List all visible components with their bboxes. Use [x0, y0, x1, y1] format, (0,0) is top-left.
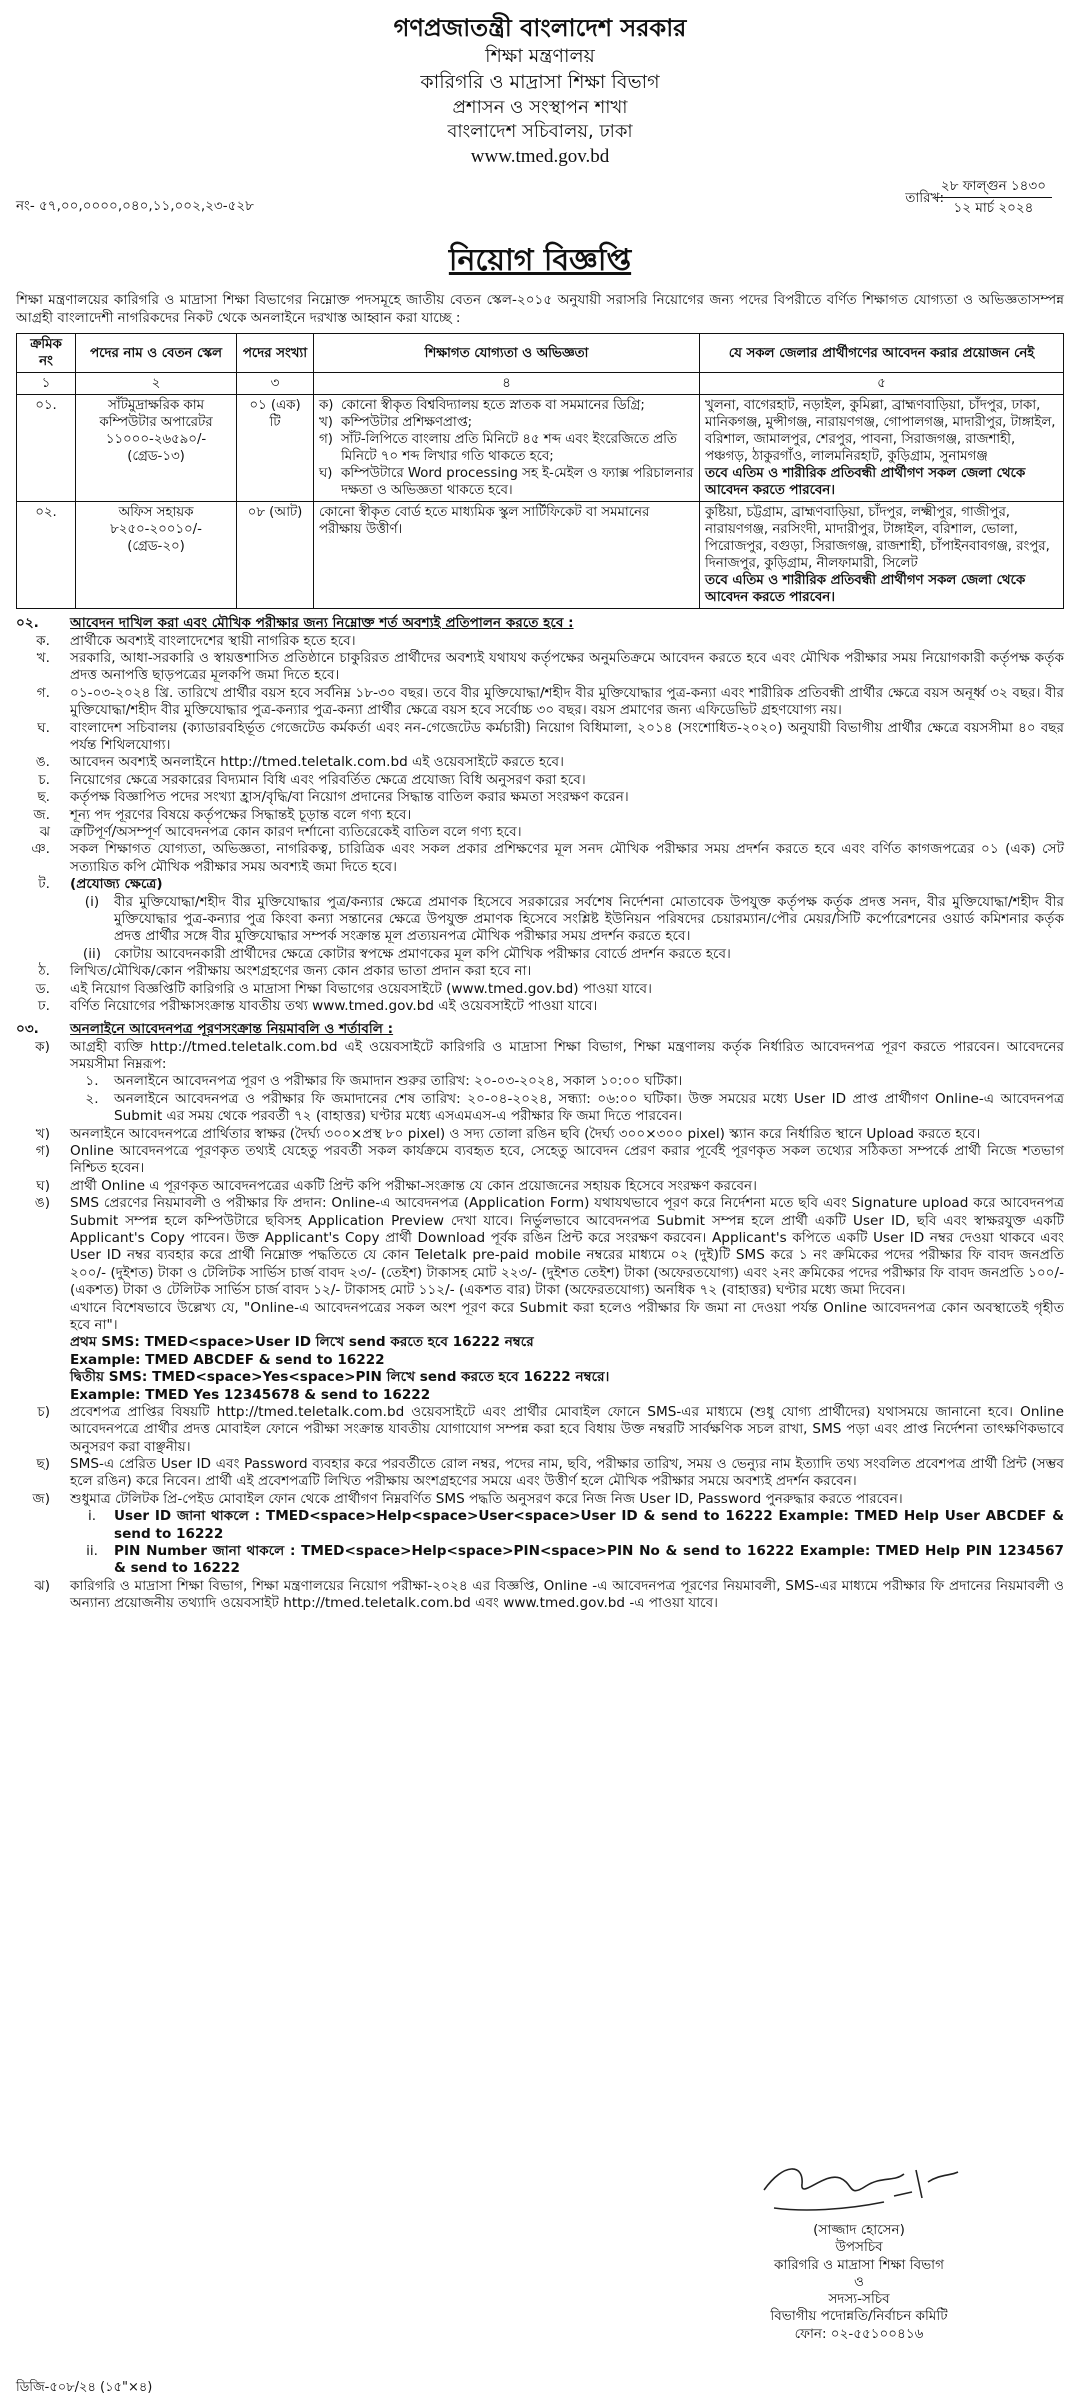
condition-item: গ. ০১-০৩-২০২৪ খ্রি. তারিখে প্রার্থীর বয়স হবে সর্বনিম্ন ১৮-৩০ বছর। তবে বীর মুক্তিযোদ্ধা/শহীদ বীর মুক্তিযোদ্ধার পুত্র-কন্যা এবং শারীরিক প্রতিবন্ধী প্রার্থীর ক্ষেত্রে বয়স অনূর্ধ্ব ৩২ বছর। বীর মুক্তিযোদ্ধা/শহীদ বীর মুক্তিযোদ্ধার পুত্র-কন্যার পুত্র-কন্যা প্রার্থীর ক্ষেত্রে বয়স হবে সর্বোচ্চ ৩০ বছর। বয়স প্রমাণের জন্য এফিডেভিট গ্রহণযোগ্য নয়। — [36, 684, 1064, 719]
district-list: কুষ্টিয়া, চট্টগ্রাম, ব্রাহ্মণবাড়িয়া, চাঁদপুর, লক্ষ্মীপুর, গাজীপুর, নারায়ণগঞ্জ, নরসিংদী, মাদারীপুর, টাঙ্গাইল, বরিশাল, ভোলা, পিরোজপুর, বগুড়া, সিরাজগঞ্জ, রাজশাহী, চাঁপাইনবাবগঞ্জ, রংপুর, দিনাজপুর, কুড়িগ্রাম, নীলফামারী, সিলেট — [705, 505, 1050, 572]
schedule-item: ২. অনলাইনে আবেদনপত্র ও পরীক্ষার ফি জমাদানের শেষ তারিখ: ২০-০৪-২০২৪, সন্ধ্যা: ০৬:০০ ঘটিকা। উক্ত সময়ের মধ্যে User ID প্রাপ্ত প্রার্থীগণ Online-এ আবেদনপত্র Submit এর সময় থেকে পরবর্তী ৭২ (বাহাত্তর) ঘণ্টার মধ্যে এসএমএস-এ পরীক্ষার ফি জমা দিতে পারবেন। — [85, 1090, 1064, 1125]
footer-code: ডিজি-৫০৮/২৪ (১৫"×৪) — [16, 2380, 153, 2395]
row-qualification: কোনো স্বীকৃত বোর্ড হতে মাধ্যমিক স্কুল সার্টিফিকেট বা সমমানের পরীক্ষায় উত্তীর্ণ। — [314, 502, 700, 609]
condition-item: ঞ. সকল শিক্ষাগত যোগ্যতা, অভিজ্ঞতা, নাগরিকত্ব, চারিত্রিক এবং সকল প্রকার প্রশিক্ষণের মূল সনদ মৌখিক পরীক্ষার সময় প্রদর্শন করতে হবে এবং বর্ণিত কাগজপত্রের ০১ (এক) সেট সত্যায়িত কপি মৌখিক পরীক্ষার সময় অবশ্যই জমা দিতে হবে। — [31, 841, 1064, 875]
row-districts — [700, 502, 1064, 609]
signatory-designation: উপসচিব — [835, 2239, 883, 2256]
qualification-item: ঘ) কম্পিউটারে Word processing সহ ই-মেইল ও ফ্যাক্স পরিচালনার দক্ষতা ও অভিজ্ঞতা থাকতে হবে। — [319, 466, 694, 499]
memo-number: নং- ৫৭,০০,০০০০,০৪০,১১,০০২,২৩-৫২৮ — [16, 197, 254, 214]
row-serial: ০১. — [17, 395, 76, 502]
condition-item: ঙ. আবেদন অবশ্যই অনলাইনে http://tmed.teletalk.com.bd এই ওয়েবসাইটে করতে হবে। — [35, 754, 564, 771]
col-number: ৩ — [237, 373, 314, 395]
branch-name: প্রশাসন ও সংস্থাপন শাখা — [452, 96, 628, 118]
recovery-item: i. User ID জানা থাকলে : TMED<space>Help<space>User<space>User ID & send to 16222 Example: TMED Help User ABCDEF & send to 16222 — [87, 1508, 1064, 1542]
condition-item: ঝ ত্রুটিপূর্ণ/অসম্পূর্ণ আবেদনপত্র কোন কারণ দর্শানো ব্যতিরেকেই বাতিল বলে গণ্য হবে। — [39, 824, 522, 840]
rule-item: ক) আগ্রহী ব্যক্তি http://tmed.teletalk.com.bd এই ওয়েবসাইটে কারিগরি ও মাদ্রাসা শিক্ষা বিভাগ, শিক্ষা মন্ত্রণালয় কর্তৃক নির্ধারিত আবেদনপত্র পূরণ করতে পারবেন। আবেদনের সময়সীমা নিম্নরূপ: — [35, 1038, 1064, 1073]
condition-item: চ. নিয়োগের ক্ষেত্রে সরকারের বিদ্যমান বিধি এবং পরিবর্তিত ক্ষেত্রে প্রযোজ্য বিধি অনুসরণ করা হবে। — [38, 771, 586, 788]
section-heading: ০২. আবেদন দাখিল করা এবং মৌখিক পরীক্ষার জন্য নিম্নোক্ত শর্ত অবশ্যই প্রতিপালন করতে হবে : — [16, 615, 574, 632]
signatory-role: সদস্য-সচিব — [828, 2291, 890, 2308]
condition-item: ক. প্রার্থীকে অবশ্যই বাংলাদেশের স্থায়ী নাগরিক হতে হবে। — [36, 632, 356, 649]
sms-example: Example: TMED ABCDEF & send to 16222 — [70, 1351, 385, 1368]
row-count: ০৮ (আট) — [237, 502, 314, 609]
col-number: ২ — [76, 373, 237, 395]
signatory-phone: ফোন: ০২-৫৫১০০৪১৬ — [794, 2325, 924, 2342]
col-number: ৪ — [314, 373, 700, 395]
section-online-rules — [16, 1021, 1064, 1612]
row-post: অফিস সহায়ক ৮২৫০-২০০১০/- (গ্রেড-২০) — [76, 502, 237, 609]
page-title: নিয়োগ বিজ্ঞপ্তি — [448, 242, 632, 278]
condition-item: ঘ. বাংলাদেশ সচিবালয় (ক্যাডারবহির্ভূত গেজেটেড কর্মকর্তা এবং নন-গেজেটেড কর্মচারী) নিয়োগ বিধিমালা, ২০১৪ (সংশোধিত-২০২০) অনুযায়ী বিভাগীয় প্রার্থীর ক্ষেত্রে বয়সসীমা ৪০ বছর পর্যন্ত শিথিলযোগ্য। — [37, 719, 1064, 754]
qualification-item: ক) কোনো স্বীকৃত বিশ্ববিদ্যালয় হতে স্নাতক বা সমমানের ডিগ্রি; — [319, 398, 645, 414]
row-serial: ০২. — [17, 502, 76, 609]
handwritten-signature — [694, 2152, 1024, 2222]
table-row — [17, 502, 1064, 609]
reference-row — [16, 172, 1064, 238]
notice-page — [16, 12, 1064, 2395]
col-header-serial: ক্রমিক নং — [17, 334, 76, 373]
col-header-post: পদের নাম ও বেতন স্কেল — [76, 334, 237, 373]
sms-instruction: প্রথম SMS: TMED<space>User ID লিখে send করতে হবে 16222 নম্বরে — [70, 1334, 534, 1351]
date-bengali: ২৮ ফাল্গুন ১৪৩০ — [935, 178, 1052, 198]
condition-subitem: (i) বীর মুক্তিযোদ্ধা/শহীদ বীর মুক্তিযোদ্ধার পুত্র/কন্যার ক্ষেত্রে প্রমাণক হিসেবে সরকারের সর্বশেষ নির্দেশনা মোতাবেক উপযুক্ত কর্তৃপক্ষ কর্তৃক প্রদত্ত সনদ, বীর মুক্তিযোদ্ধা/শহীদ বীর মুক্তিযোদ্ধার পুত্র-কন্যার পুত্র কিংবা কন্যা সন্তানের ক্ষেত্রে উপযুক্ত প্রমাণক হিসেবে সংশ্লিষ্ট ইউনিয়ন পরিষদের চেয়ারম্যান/পৌর মেয়র/সিটি কর্পোরেশনের ওয়ার্ড কমিশনার কর্তৃক প্রদত্ত প্রার্থীর সঙ্গে বীর মুক্তিযোদ্ধার সম্পর্ক সংক্রান্ত মূল প্রত্যয়নপত্র মৌখিক পরীক্ষার সময় প্রদর্শন করতে হবে। — [84, 893, 1064, 945]
schedule-item: ১. অনলাইনে আবেদনপত্র পূরণ ও পরীক্ষার ফি জমাদান শুরুর তারিখ: ২০-০৩-২০২৪, সকাল ১০:০০ ঘটিকা। — [85, 1073, 683, 1090]
division-name: কারিগরি ও মাদ্রাসা শিক্ষা বিভাগ — [420, 71, 660, 94]
col-number: ১ — [17, 373, 76, 395]
rule-item: ঘ) প্রার্থী Online এ পূরণকৃত আবেদনপত্রের একটি প্রিন্ট কপি পরীক্ষা-সংক্রান্ত যে কোন প্রয়োজনের সহায়ক হিসেবে সংরক্ষণ করবেন। — [36, 1177, 757, 1194]
date-label: তারিখ: — [905, 189, 944, 206]
row-districts — [700, 395, 1064, 502]
recovery-item: ii. PIN Number জানা থাকলে : TMED<space>Help<space>PIN<space>PIN No & send to 16222 Example: TMED Help PIN 1234567 & send to 16222 — [86, 1543, 1064, 1577]
condition-item: খ. সরকারি, আধা-সরকারি ও স্বায়ত্তশাসিত প্রতিষ্ঠানে চাকুরিরত প্রার্থীদের অবশ্যই যথাযথ কর্তৃপক্ষের অনুমতিক্রমে আবেদন করতে হবে এবং মৌখিক পরীক্ষার সময় নিয়োগকারী কর্তৃপক্ষ কর্তৃক প্রদত্ত অনাপত্তি ছাড়পত্রের মূলকপি জমা দিতে হবে। — [36, 650, 1064, 684]
rule-item: ঙ) SMS প্রেরণের নিয়মাবলী ও পরীক্ষার ফি প্রদান: Online-এ আবেদনপত্র (Application Form) যথাযথভাবে পূরণ করে নির্দেশনা মতে ছবি এবং Signature upload করে আবেদনপত্র Submit সম্পন্ন হলে কম্পিউটারে ছবিসহ Application Preview দেখা যাবে। নির্ভুলভাবে আবেদনপত্র Submit সম্পন্ন হলে প্রার্থী একটি User ID, ছবি এবং স্বাক্ষরযুক্ত একটি Applicant's Copy পাবেন। উক্ত Applicant's Copy প্রার্থী Download পূর্বক রঙিন প্রিন্ট করে সংরক্ষণ করবেন। Applicant's কপিতে একটি User ID নম্বর দেওয়া থাকবে এবং User ID নম্বর ব্যবহার করে প্রার্থী নিম্নোক্ত পদ্ধতিতে যে কোন Teletalk pre-paid mobile নম্বরের মাধ্যমে ০২ (দুই)টি SMS করে ১ নং ক্রমিকের পদের পরীক্ষার ফি বাবদ জনপ্রতি ২০০/- (দুইশত) টাকা ও টেলিটক সার্ভিস চার্জ বাবদ ২৩/- (তেইশ) টাকাসহ মোট ২২৩/- (দুইশত তেইশ) টাকা (অফেরতযোগ্য) এবং ২নং ক্রমিকের পদের পরীক্ষার ফি বাবদ জনপ্রতি ১০০/- (একশত) টাকা ও টেলিটক সার্ভিস চার্জ বাবদ ১২/- টাকাসহ মোট ১১২/- (একশত বার) টাকা (অফেরতযোগ্য) অনধিক ৭২ (বাহাত্তর) ঘণ্টার মধ্যে জমা দিবেন। — [34, 1195, 1064, 1299]
intro-paragraph: শিক্ষা মন্ত্রণালয়ের কারিগরি ও মাদ্রাসা শিক্ষা বিভাগের নিম্নোক্ত পদসমূহে জাতীয় বেতন স্কেল-২০১৫ অনুযায়ী সরাসরি নিয়োগের জন্য পদের বিপরীতে বর্ণিত শিক্ষাগত যোগ্যতা ও অভিজ্ঞতাসম্পন্ন আগ্রহী বাংলাদেশী নাগরিকদের নিকট থেকে অনলাইনে দরখাস্ত আহ্বান করা যাচ্ছে : — [16, 292, 1064, 326]
letterhead — [16, 12, 1064, 170]
rule-item: ছ) SMS-এ প্রেরিত User ID এবং Password ব্যবহার করে পরবর্তীতে রোল নম্বর, পদের নাম, ছবি, পরীক্ষার তারিখ, সময় ও ভেন্যুর নাম ইত্যাদি তথ্য সংবলিত প্রবেশপত্র প্রার্থী প্রিন্ট (সম্ভব হলে রঙিন) করে নিবেন। প্রার্থী এই প্রবেশপত্রটি লিখিত পরীক্ষায় অংশগ্রহণের সময়ে এবং উত্তীর্ণ হলে মৌখিক পরীক্ষার সময়ে অবশ্যই প্রদর্শন করবেন। — [36, 1456, 1064, 1490]
rule-item: ঝ) কারিগরি ও মাদ্রাসা শিক্ষা বিভাগ, শিক্ষা মন্ত্রণালয়ের নিয়োগ পরীক্ষা-২০২৪ এর বিজ্ঞপ্তি, Online -এ আবেদনপত্র পূরণের নিয়মাবলী, SMS-এর মাধ্যমে পরীক্ষার ফি প্রদানের নিয়মাবলী ও অন্যান্য প্রয়োজনীয় তথ্যাদি ওয়েবসাইট http://tmed.teletalk.com.bd এবং www.tmed.gov.bd -এ পাওয়া যাবে। — [34, 1577, 1064, 1612]
rule-item: জ) শুধুমাত্র টেলিটক প্রি-পেইড মোবাইল ফোন থেকে প্রার্থীগণ নিম্নবর্ণিত SMS পদ্ধতি অনুসরণ করে নিজ নিজ User ID, Password পুনরুদ্ধার করতে পারবেন। — [32, 1490, 903, 1507]
district-note: তবে এতিম ও শারীরিক প্রতিবন্ধী প্রার্থীগণ সকল জেলা থেকে আবেদন করতে পারবেন। — [705, 466, 1026, 499]
col-header-qualification: শিক্ষাগত যোগ্যতা ও অভিজ্ঞতা — [314, 334, 700, 373]
signatory-division: কারিগরি ও মাদ্রাসা শিক্ষা বিভাগ — [774, 2256, 944, 2273]
condition-item: জ. শূন্য পদ পূরণের বিষয়ে কর্তৃপক্ষের সিদ্ধান্তই চূড়ান্ত বলে গণ্য হবে। — [33, 806, 412, 823]
rule-item: চ) প্রবেশপত্র প্রাপ্তির বিষয়টি http://tmed.teletalk.com.bd ওয়েবসাইটে এবং প্রার্থীর মোবাইল ফোনে SMS-এর মাধ্যমে (শুধু যোগ্য প্রার্থীদের) যথাসময়ে জানানো হবে। Online আবেদনপত্রে প্রার্থীর প্রদত্ত মোবাইল ফোনে পরীক্ষা সংক্রান্ত যাবতীয় যোগাযোগ সম্পন্ন করা হবে বিধায় উক্ত নম্বরটি সার্বক্ষণিক সচল রাখা, SMS পড়া এবং প্রাপ্ত নির্দেশনা তাৎক্ষণিকভাবে অনুসরণ করা বাঞ্ছনীয়। — [37, 1403, 1064, 1455]
section-heading: ০৩. অনলাইনে আবেদনপত্র পূরণসংক্রান্ত নিয়মাবলি ও শর্তাবলি : — [16, 1021, 394, 1038]
row-post: সাঁটমুদ্রাক্ষরিক কাম কম্পিউটার অপারেটর ১১০০০-২৬৫৯০/- (গ্রেড-১৩) — [76, 395, 237, 502]
sms-instruction: দ্বিতীয় SMS: TMED<space>Yes<space>PIN লিখে send করতে হবে 16222 নম্বরে। — [70, 1369, 610, 1386]
condition-item: ঠ. লিখিত/মৌখিক/কোন পরীক্ষায় অংশগ্রহণের জন্য কোন প্রকার ভাতা প্রদান করা হবে না। — [38, 963, 532, 980]
row-qualification — [314, 395, 700, 502]
row-count: ০১ (এক) টি — [237, 395, 314, 502]
condition-item: ছ. কর্তৃপক্ষ বিজ্ঞাপিত পদের সংখ্যা হ্রাস/বৃদ্ধি/বা নিয়োগ প্রদানের সিদ্ধান্ত বাতিল করার ক্ষমতা সংরক্ষণ করেন। — [37, 789, 629, 806]
govt-name: গণপ্রজাতন্ত্রী বাংলাদেশ সরকার — [393, 14, 687, 42]
website: www.tmed.gov.bd — [470, 146, 610, 168]
qualification-item: গ) সাঁট-লিপিতে বাংলায় প্রতি মিনিটে ৪৫ শব্দ এবং ইংরেজিতে প্রতি মিনিটে ৭০ শব্দ লিখার গতি থাকতে হবে; — [319, 432, 677, 465]
address: বাংলাদেশ সচিবালয়, ঢাকা — [447, 120, 633, 142]
signature-block — [694, 2152, 1024, 2343]
col-number: ৫ — [700, 373, 1064, 395]
rule-item: গ) Online আবেদনপত্রে পূরণকৃত তথ্যই যেহেতু পরবর্তী সকল কার্যক্রমে ব্যবহৃত হবে, সেহেতু আবেদন প্রেরণ করার পূর্বেই পূরণকৃত সকল তথ্যের সঠিকতা সম্পর্কে প্রার্থী নিজে শতভাগ নিশ্চিত হবেন। — [35, 1143, 1064, 1177]
district-list: খুলনা, বাগেরহাট, নড়াইল, কুমিল্লা, ব্রাহ্মণবাড়িয়া, চাঁদপুর, ঢাকা, মানিকগঞ্জ, মুন্সীগঞ্জ, নারায়ণগঞ্জ, গোপালগঞ্জ, মাদারীপুর, টাঙ্গাইল, বরিশাল, জামালপুর, শেরপুর, পাবনা, সিরাজগঞ্জ, রাজশাহী, পঞ্চগড়, ঠাকুরগাঁও, লালমনিরহাট, কুড়িগ্রাম, সুনামগঞ্জ — [705, 398, 1056, 465]
date-english: ১২ মার্চ ২০২৪ — [953, 200, 1034, 217]
signatory-conjunction: ও — [854, 2273, 864, 2290]
condition-item: ট. (প্রযোজ্য ক্ষেত্রে) — [38, 876, 163, 893]
table-row — [17, 395, 1064, 502]
sms-example: Example: TMED Yes 12345678 & send to 16222 — [70, 1386, 431, 1403]
condition-item: ঢ. বর্ণিত নিয়োগের পরীক্ষাসংক্রান্ত যাবতীয় তথ্য www.tmed.gov.bd এই ওয়েবসাইটে পাওয়া যাবে। — [37, 997, 598, 1014]
table-header-row — [17, 334, 1064, 373]
table-number-row — [17, 373, 1064, 395]
signatory-committee: বিভাগীয় পদোন্নতি/নির্বাচন কমিটি — [770, 2308, 948, 2325]
qualification-item: খ) কম্পিউটার প্রশিক্ষণপ্রাপ্ত; — [319, 415, 473, 431]
col-header-districts: যে সকল জেলার প্রার্থীগণের আবেদন করার প্রয়োজন নেই — [700, 334, 1064, 373]
date-block — [905, 177, 1052, 218]
posts-table — [16, 333, 1064, 609]
ministry-name: শিক্ষা মন্ত্রণালয় — [485, 45, 595, 68]
signatory-name: (সাজ্জাদ হোসেন) — [813, 2222, 905, 2238]
section-conditions — [16, 615, 1064, 1015]
rule-item: খ) অনলাইনে আবেদনপত্রে প্রার্থিতার স্বাক্ষর (দৈর্ঘ্য ৩০০×প্রস্থ ৮০ pixel) ও সদ্য তোলা রঙিন ছবি (দৈর্ঘ্য ৩০০×৩০০ pixel) স্ক্যান করে নির্ধারিত স্থানে Upload করতে হবে। — [35, 1125, 981, 1142]
col-header-count: পদের সংখ্যা — [237, 334, 314, 373]
condition-subitem: (ii) কোটায় আবেদনকারী প্রার্থীদের ক্ষেত্রে কোটার স্বপক্ষে প্রমাণকের মূল কপি মৌখিক পরীক্ষার বোর্ডে প্রদর্শন করতে হবে। — [82, 945, 731, 962]
district-note: তবে এতিম ও শারীরিক প্রতিবন্ধী প্রার্থীগণ সকল জেলা থেকে আবেদন করতে পারবেন। — [705, 573, 1026, 606]
rule-notice: এখানে বিশেষভাবে উল্লেখ্য যে, "Online-এ আবেদনপত্রের সকল অংশ পূরণ করে Submit করা হলেও পরীক্ষার ফি জমা না দেওয়া পর্যন্ত Online আবেদনপত্র কোন অবস্থাতেই গৃহীত হবে না"। — [70, 1299, 1064, 1333]
condition-item: ড. এই নিয়োগ বিজ্ঞপ্তিটি কারিগরি ও মাদ্রাসা শিক্ষা বিভাগের ওয়েবসাইটে (www.tmed.gov.bd) পাওয়া যাবে। — [35, 980, 652, 997]
